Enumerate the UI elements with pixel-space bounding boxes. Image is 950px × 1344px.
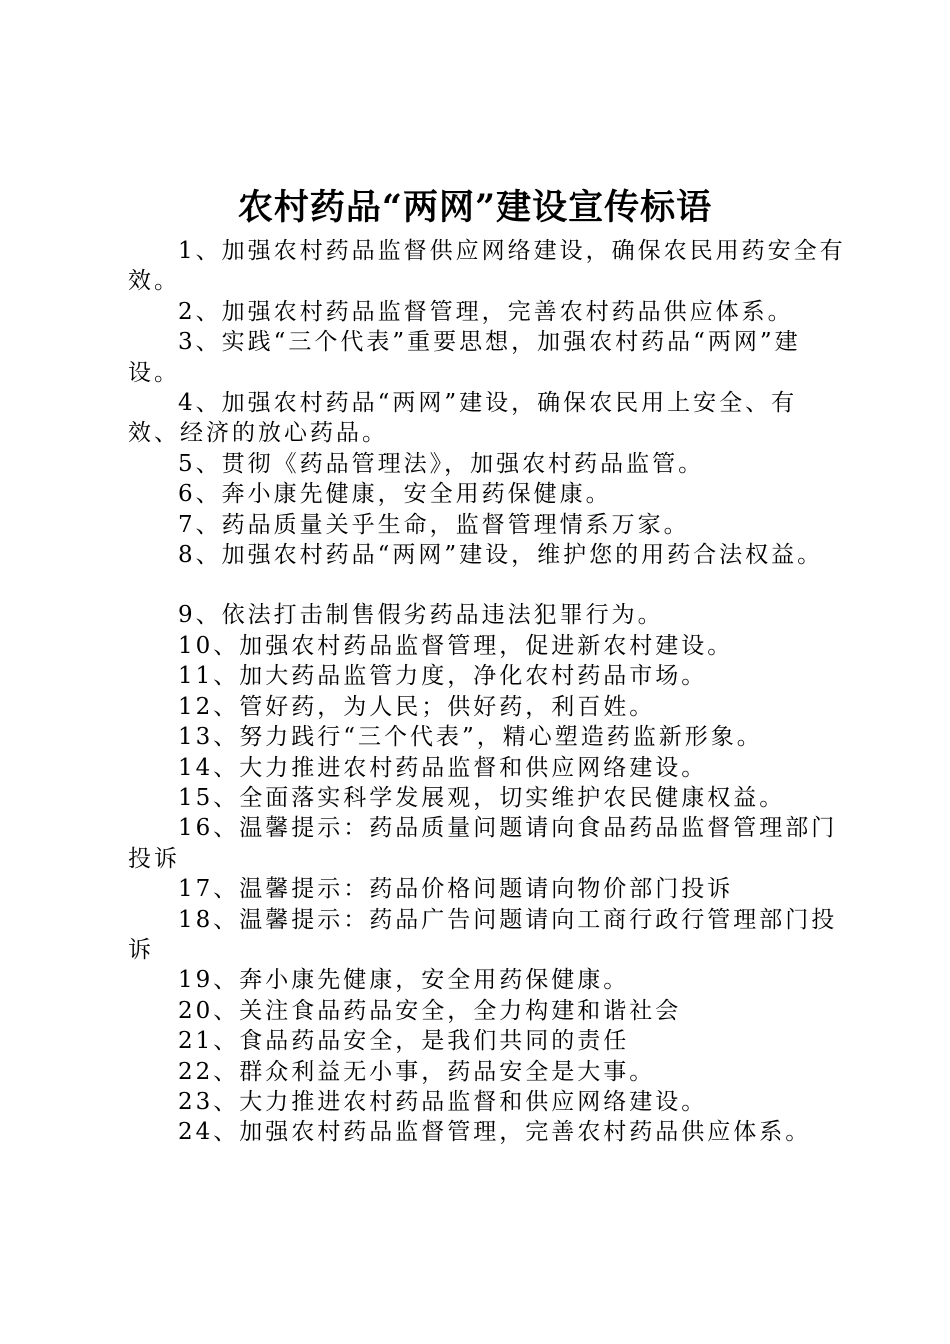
slogan-item-5: 5、贯彻《药品管理法》，加强农村药品监管。 [178, 450, 705, 477]
slogan-item-7: 7、药品质量关乎生命，监督管理情系万家。 [178, 511, 690, 538]
slogan-item-3: 3、实践“三个代表”重要思想，加强农村药品“两网”建设。 [128, 329, 801, 386]
slogan-item-11: 11、加大药品监管力度，净化农村药品市场。 [178, 663, 708, 690]
slogan-item-14: 14、大力推进农村药品监督和供应网络建设。 [178, 754, 708, 781]
slogan-item-10: 10、加强农村药品监督管理，促进新农村建设。 [178, 632, 734, 659]
slogan-item-13: 13、努力践行“三个代表”，精心塑造药监新形象。 [178, 724, 763, 751]
slogan-list [128, 236, 848, 1148]
slogan-item-24: 24、加强农村药品监督管理，完善农村药品供应体系。 [178, 1119, 812, 1146]
slogan-item-4: 4、加强农村药品“两网”建设，确保农民用上安全、有效、经济的放心药品。 [128, 390, 798, 447]
slogan-item-12: 12、管好药，为人民；供好药，利百姓。 [178, 693, 656, 720]
slogan-item-18: 18、温馨提示：药品广告问题请向工商行政行管理部门投诉 [128, 906, 838, 963]
slogan-item-16: 16、温馨提示：药品质量问题请向食品药品监督管理部门投诉 [128, 815, 838, 872]
slogan-item-8: 8、加强农村药品“两网”建设，维护您的用药合法权益。 [178, 542, 824, 569]
slogan-item-9: 9、依法打击制售假劣药品违法犯罪行为。 [178, 602, 664, 629]
slogan-item-2: 2、加强农村药品监督管理，完善农村药品供应体系。 [178, 298, 794, 325]
slogan-item-21: 21、食品药品安全，是我们共同的责任 [178, 1028, 630, 1055]
slogan-item-19: 19、奔小康先健康，安全用药保健康。 [178, 967, 630, 994]
slogan-item-1: 1、加强农村药品监督供应网络建设，确保农民用药安全有效。 [128, 238, 846, 295]
slogan-item-20: 20、关注食品药品安全，全力构建和谐社会 [178, 997, 682, 1024]
slogan-item-17: 17、温馨提示：药品价格问题请向物价部门投诉 [178, 876, 734, 903]
slogan-item-15: 15、全面落实科学发展观，切实维护农民健康权益。 [178, 784, 786, 811]
slogan-item-22: 22、群众利益无小事，药品安全是大事。 [178, 1058, 656, 1085]
slogan-item-23: 23、大力推进农村药品监督和供应网络建设。 [178, 1088, 708, 1115]
slogan-item-6: 6、奔小康先健康，安全用药保健康。 [178, 481, 612, 508]
document-title: 农村药品“两网”建设宣传标语 [237, 187, 713, 228]
